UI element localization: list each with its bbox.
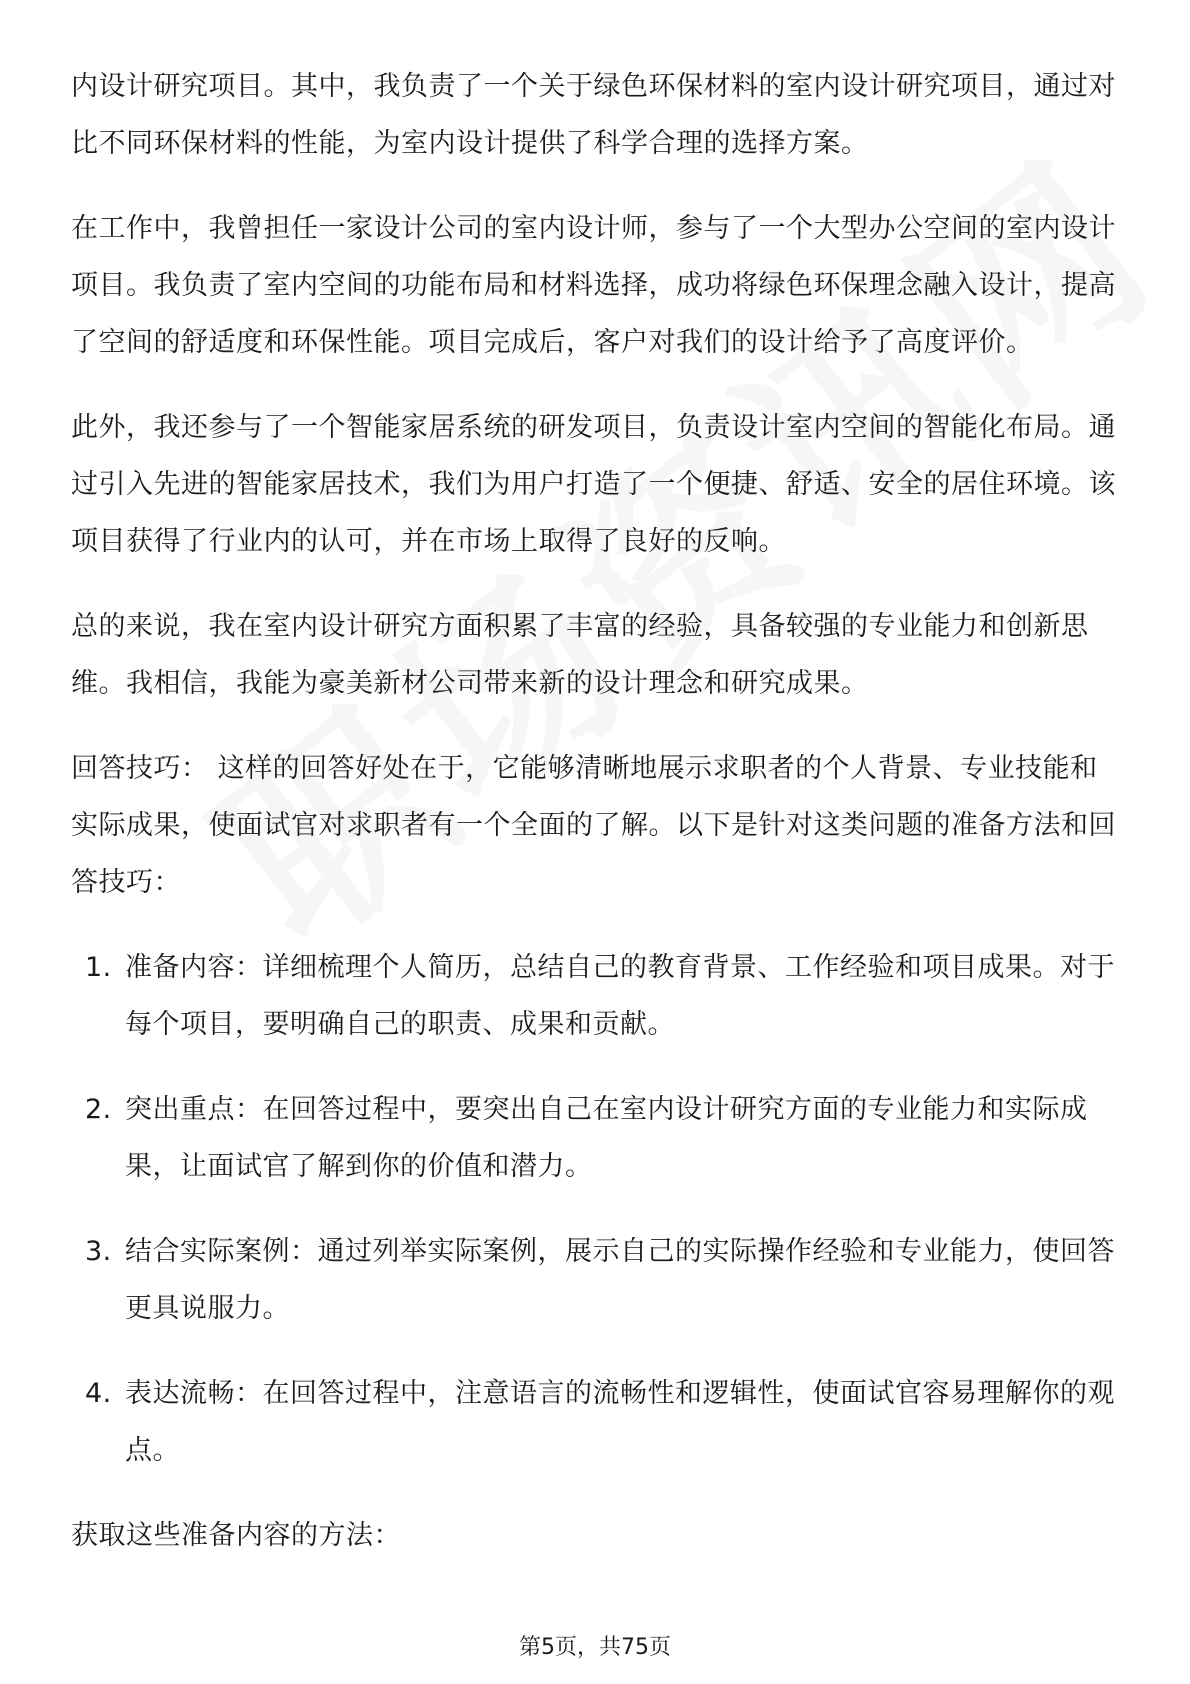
list-item [71,939,1121,1053]
document-body [71,58,1121,1592]
list-item-text: 结合实际案例：通过列举实际案例，展示自己的实际操作经验和专业能力，使回答更具说服力。 [125,1236,1115,1324]
list-item-number: 1. [85,952,112,983]
list-item-number: 2. [85,1094,112,1125]
list-item-text: 表达流畅：在回答过程中，注意语言的流畅性和逻辑性，使面试官容易理解你的观点。 [125,1378,1115,1466]
paragraph-answer-tips: 回答技巧： 这样的回答好处在于，它能够清晰地展示求职者的个人背景、专业技能和实际成果，使面试官对求职者有一个全面的了解。以下是针对这类问题的准备方法和回答技巧： [71,753,1116,898]
page-footer [0,1630,1190,1661]
list-item-text: 突出重点：在回答过程中，要突出自己在室内设计研究方面的专业能力和实际成果，让面试官了解到你的价值和潜力。 [125,1094,1088,1182]
page-number-label: 第5页，共75页 [519,1635,671,1660]
paragraph-summary: 总的来说，我在室内设计研究方面积累了丰富的经验，具备较强的专业能力和创新思维。我相信，我能为豪美新材公司带来新的设计理念和研究成果。 [71,611,1089,699]
paragraph-smart-home: 此外，我还参与了一个智能家居系统的研发项目，负责设计室内空间的智能化布局。通过引入先进的智能家居技术，我们为用户打造了一个便捷、舒适、安全的居住环境。该项目获得了行业内的认可，并在市场上取得了良好的反响。 [71,412,1116,557]
paragraph-project-research: 内设计研究项目。其中，我负责了一个关于绿色环保材料的室内设计研究项目，通过对比不同环保材料的性能，为室内设计提供了科学合理的选择方案。 [71,71,1116,159]
list-item [71,1081,1121,1195]
list-item [71,1223,1121,1337]
paragraph-closing: 获取这些准备内容的方法： [71,1520,401,1551]
list-item-number: 4. [85,1378,112,1409]
paragraph-work-experience: 在工作中，我曾担任一家设计公司的室内设计师，参与了一个大型办公空间的室内设计项目。我负责了室内空间的功能布局和材料选择，成功将绿色环保理念融入设计，提高了空间的舒适度和环保性能。项目完成后，客户对我们的设计给予了高度评价。 [71,213,1116,358]
list-item-number: 3. [85,1236,112,1267]
tips-list [71,939,1121,1479]
list-item [71,1365,1121,1479]
list-item-text: 准备内容：详细梳理个人简历，总结自己的教育背景、工作经验和项目成果。对于每个项目，要明确自己的职责、成果和贡献。 [125,952,1115,1040]
